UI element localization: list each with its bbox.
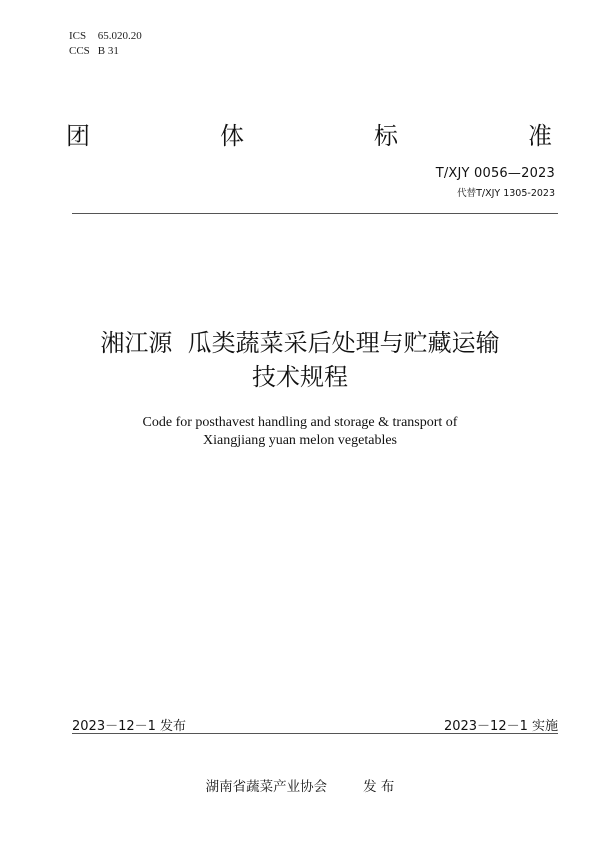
standard-number: T/XJY 0056—2023 bbox=[435, 166, 555, 181]
standard-type-char: 团 bbox=[66, 122, 90, 150]
publish-date: 2023－12－1 发布 bbox=[72, 719, 187, 734]
ics-label: ICS bbox=[69, 30, 87, 42]
ccs-line bbox=[69, 45, 119, 58]
ics-line bbox=[69, 30, 142, 43]
implement-date: 2023－12－1 实施 bbox=[443, 719, 558, 734]
ccs-label: CCS bbox=[69, 45, 90, 57]
replaced-standard: 代替T/XJY 1305-2023 bbox=[457, 188, 555, 199]
issuer-line bbox=[0, 775, 600, 795]
chinese-title-line-1: 湘江源 瓜类蔬菜采后处理与贮藏运输 bbox=[100, 329, 500, 357]
footer-divider bbox=[72, 733, 558, 734]
standard-type-char: 准 bbox=[528, 122, 552, 150]
english-title-line-1: Code for posthavest handling and storage & transport of bbox=[142, 415, 458, 430]
standard-type-char: 体 bbox=[220, 122, 244, 150]
ics-value: 65.020.20 bbox=[97, 30, 142, 42]
english-title-line-2: Xiangjiang yuan melon vegetables bbox=[203, 433, 397, 448]
ccs-value: B 31 bbox=[97, 45, 119, 57]
issuer-action: 发 布 bbox=[363, 779, 395, 795]
header-divider bbox=[72, 213, 558, 214]
issuer-name: 湖南省蔬菜产业协会 bbox=[205, 779, 328, 795]
standard-type-heading bbox=[66, 116, 552, 150]
chinese-title-line-2: 技术规程 bbox=[252, 363, 348, 391]
standard-type-char: 标 bbox=[374, 122, 398, 150]
